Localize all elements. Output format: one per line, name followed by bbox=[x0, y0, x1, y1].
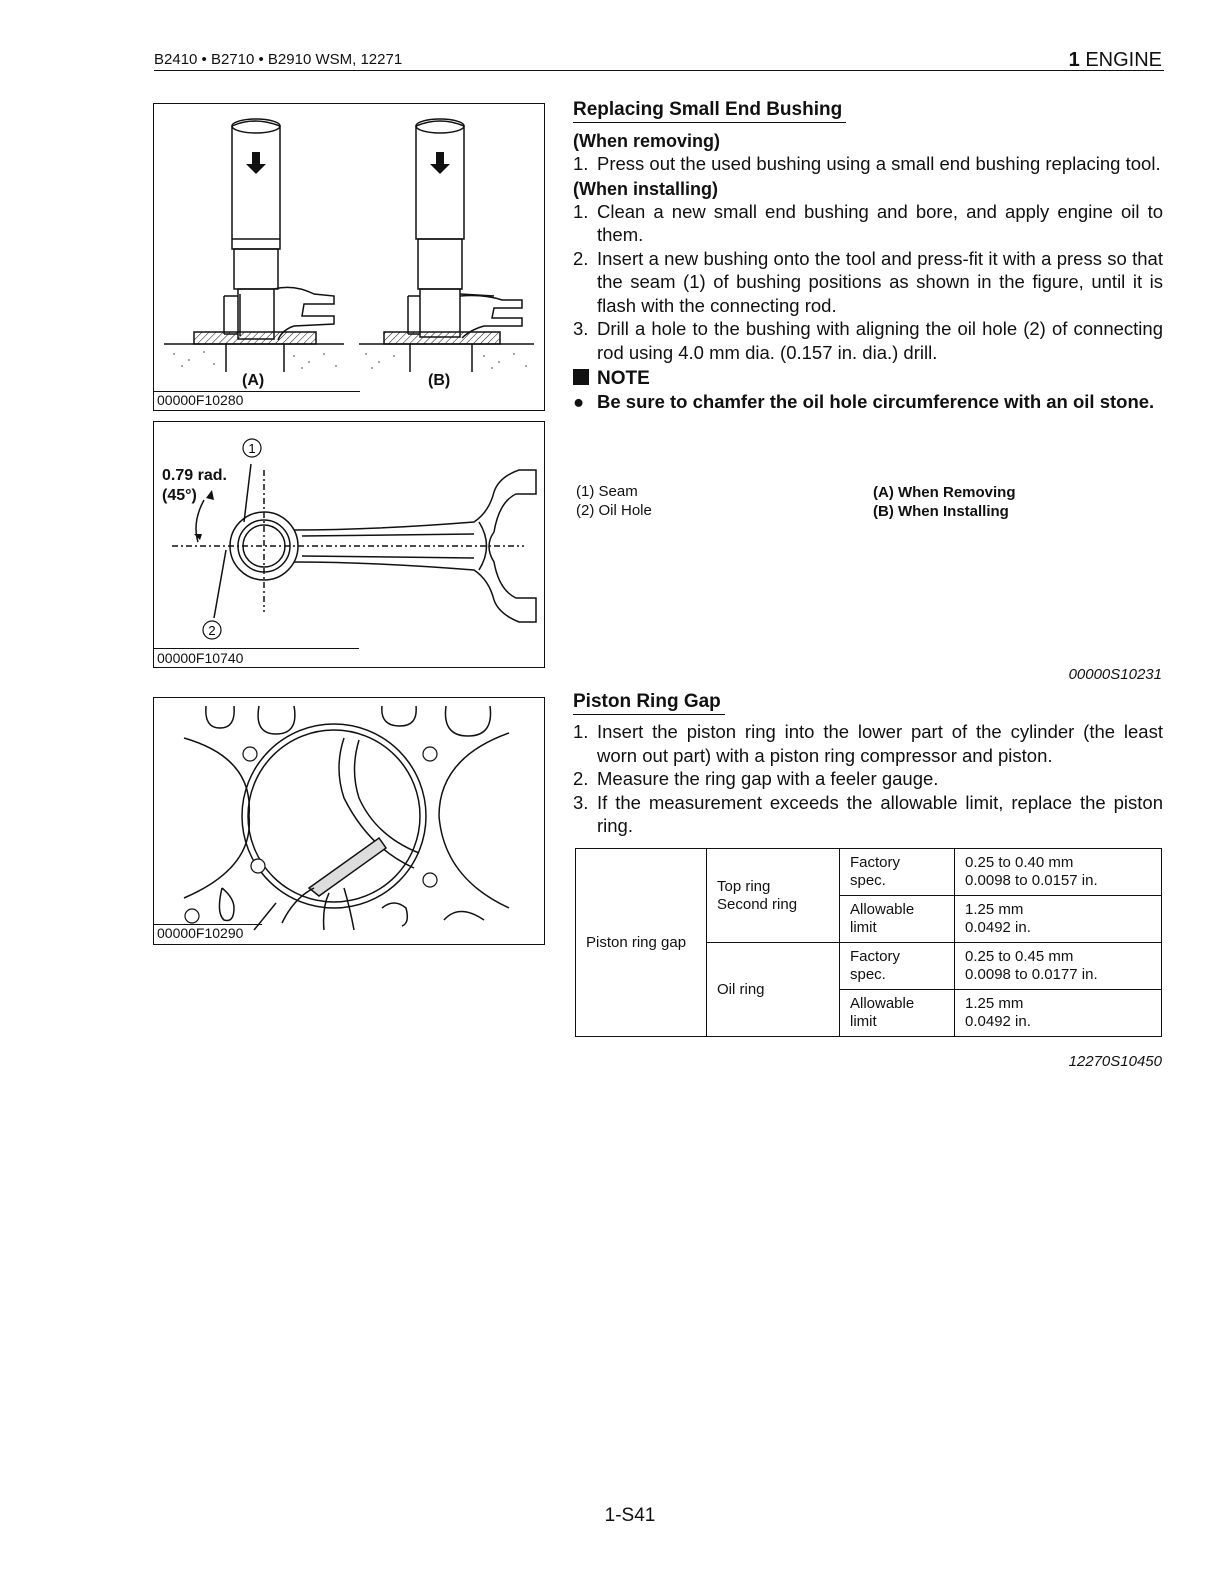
header-chapter bbox=[1000, 49, 1162, 72]
list-item: 3. Drill a hole to the bushing with aligning the oil hole (2) of connecting rod using 4.0 mm dia. (0.157 in. dia.) drill. bbox=[573, 318, 1163, 363]
note-heading: NOTE bbox=[573, 368, 1163, 390]
label-a: (A) bbox=[242, 372, 265, 389]
table-cell-value: 0.25 to 0.40 mm 0.0098 to 0.0157 in. bbox=[955, 849, 1162, 896]
table-cell-ring: Top ring Second ring bbox=[707, 849, 840, 943]
table-cell-label: Factory spec. bbox=[840, 943, 955, 990]
figure-code: 00000F10740 bbox=[157, 650, 244, 666]
list-item: 2. Measure the ring gap with a feeler gauge. bbox=[573, 768, 939, 789]
connecting-rod-illustration bbox=[154, 422, 544, 667]
angle-rad-label: 0.79 rad. bbox=[162, 467, 227, 484]
cylinder-gauge-illustration bbox=[154, 698, 544, 944]
header-model-info: B2410 • B2710 • B2910 WSM, 12271 bbox=[154, 51, 403, 68]
table-cell-label: Allowable limit bbox=[840, 990, 955, 1037]
list-item: 2. Insert a new bushing onto the tool and press-fit it with a press so that the seam (1) of bushing positions as shown in the figure, until it is flash with the connecting rod. bbox=[573, 247, 1163, 316]
figure-code: 00000F10290 bbox=[157, 925, 244, 941]
removing-heading: (When removing) bbox=[573, 131, 720, 151]
angle-deg-label: (45°) bbox=[162, 487, 197, 504]
section-small-end-bushing bbox=[573, 99, 1163, 414]
callout-2: 2 bbox=[208, 623, 216, 638]
chapter-title: ENGINE bbox=[1085, 49, 1162, 71]
figure-bushing-press bbox=[153, 103, 545, 411]
table-cell-label: Factory spec. bbox=[840, 849, 955, 896]
table-cell-label: Allowable limit bbox=[840, 896, 955, 943]
header-rule bbox=[154, 70, 1164, 71]
figure-code: 00000F10280 bbox=[157, 392, 244, 408]
figure-feeler-gauge bbox=[153, 697, 545, 945]
list-item: 1. Insert the piston ring into the lower part of the cylinder (the least worn out part) with a piston ring compressor and piston. bbox=[573, 721, 1163, 766]
table-cell-item: Piston ring gap bbox=[576, 849, 707, 1037]
section-title: Replacing Small End Bushing bbox=[573, 99, 846, 123]
angle-arrow-icon bbox=[194, 534, 202, 540]
legend-item: (B) When Installing bbox=[873, 503, 1009, 520]
section-code: 00000S10231 bbox=[1068, 666, 1162, 683]
table-cell-value: 0.25 to 0.45 mm 0.0098 to 0.0177 in. bbox=[955, 943, 1162, 990]
section-title: Piston Ring Gap bbox=[573, 691, 725, 715]
section-code: 12270S10450 bbox=[1068, 1053, 1162, 1070]
figure-code-rule bbox=[154, 648, 359, 649]
figure-connecting-rod bbox=[153, 421, 545, 668]
label-b: (B) bbox=[428, 372, 451, 389]
table-cell-ring: Oil ring bbox=[707, 943, 840, 1037]
legend-item: (A) When Removing bbox=[873, 484, 1016, 501]
page-number: 1-S41 bbox=[604, 1505, 656, 1526]
installing-heading: (When installing) bbox=[573, 178, 718, 199]
note-square-icon bbox=[573, 369, 589, 385]
table-cell-value: 1.25 mm 0.0492 in. bbox=[955, 990, 1162, 1037]
callout-1: 1 bbox=[248, 441, 256, 456]
section-piston-ring-gap bbox=[573, 691, 1163, 838]
angle-arrow-icon bbox=[206, 490, 214, 500]
legend-item: (1) Seam bbox=[576, 483, 638, 500]
table-cell-value: 1.25 mm 0.0492 in. bbox=[955, 896, 1162, 943]
legend-left bbox=[576, 482, 652, 520]
list-item: 1. Press out the used bushing using a small end bushing replacing tool. bbox=[573, 153, 1161, 174]
list-item: 1. Clean a new small end bushing and bore, and apply engine oil to them. bbox=[573, 200, 1163, 245]
spec-table bbox=[575, 848, 1162, 1037]
list-item: 3. If the measurement exceeds the allowable limit, replace the piston ring. bbox=[573, 791, 1163, 836]
legend-item: (2) Oil Hole bbox=[576, 502, 652, 519]
legend-right bbox=[873, 483, 1016, 521]
press-tool-illustration bbox=[154, 104, 544, 410]
chapter-number: 1 bbox=[1068, 49, 1080, 71]
note-text: ● Be sure to chamfer the oil hole circumference with an oil stone. bbox=[573, 391, 1155, 412]
